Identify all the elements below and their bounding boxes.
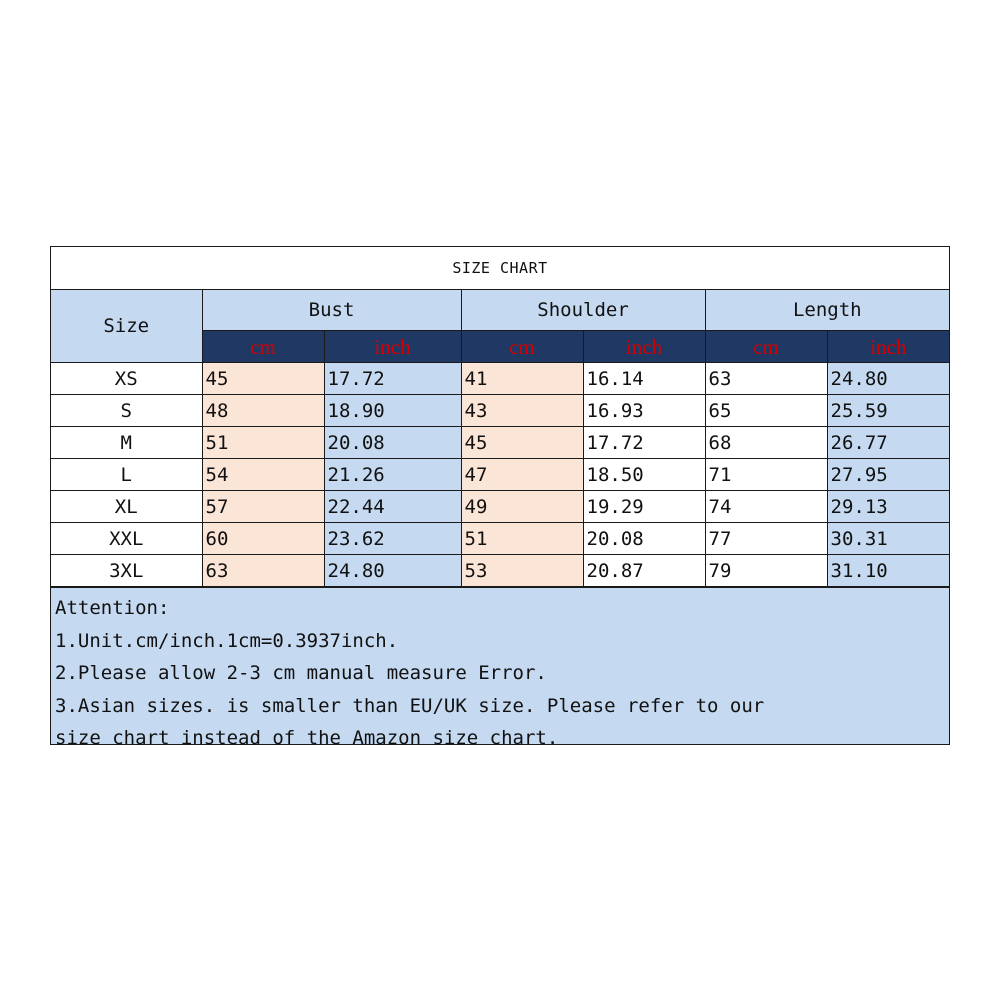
table-row [51,363,949,395]
length-cm-cell: 79 [705,555,827,587]
bust-cm-cell: 60 [202,523,324,555]
bust-inch-cell: 18.90 [324,395,461,427]
bust-cm-cell: 57 [202,491,324,523]
shoulder-inch-cell: 16.93 [583,395,705,427]
length-inch-cell: 27.95 [827,459,949,491]
bust-inch-cell: 24.80 [324,555,461,587]
length-inch-cell: 26.77 [827,427,949,459]
shoulder-cm-cell: 43 [461,395,583,427]
bust-inch-cell: 22.44 [324,491,461,523]
unit-cm-label: cm [461,331,583,363]
bust-header: Bust [202,290,461,331]
chart-title: SIZE CHART [51,247,949,290]
bust-cm-cell: 63 [202,555,324,587]
bust-inch-cell: 21.26 [324,459,461,491]
length-inch-cell: 30.31 [827,523,949,555]
shoulder-inch-cell: 16.14 [583,363,705,395]
shoulder-inch-cell: 18.50 [583,459,705,491]
size-cell: S [51,395,202,427]
bust-cm-cell: 54 [202,459,324,491]
note-line: Attention: [55,597,170,619]
size-cell: L [51,459,202,491]
table-row [51,427,949,459]
bust-inch-cell: 20.08 [324,427,461,459]
size-chart [50,246,950,749]
unit-inch-label: inch [827,331,949,363]
length-header: Length [705,290,949,331]
size-cell: 3XL [51,555,202,587]
table-row [51,555,949,587]
length-cm-cell: 63 [705,363,827,395]
table-row [51,491,949,523]
note-line: 3.Asian sizes. is smaller than EU/UK size. Please refer to our [55,694,765,717]
group-header-row [51,290,949,331]
shoulder-cm-cell: 41 [461,363,583,395]
length-inch-cell: 29.13 [827,491,949,523]
size-column-header: Size [51,290,202,363]
shoulder-cm-cell: 45 [461,427,583,459]
shoulder-cm-cell: 47 [461,459,583,491]
bust-inch-cell: 17.72 [324,363,461,395]
size-cell: XXL [51,523,202,555]
length-cm-cell: 68 [705,427,827,459]
table-row [51,523,949,555]
length-inch-cell: 24.80 [827,363,949,395]
length-cm-cell: 71 [705,459,827,491]
note-line: size chart instead of the Amazon size chart. [55,727,559,749]
shoulder-inch-cell: 17.72 [583,427,705,459]
unit-cm-label: cm [202,331,324,363]
bust-cm-cell: 48 [202,395,324,427]
unit-inch-label: inch [583,331,705,363]
size-table [51,290,949,587]
length-inch-cell: 31.10 [827,555,949,587]
length-cm-cell: 65 [705,395,827,427]
size-cell: M [51,427,202,459]
unit-cm-label: cm [705,331,827,363]
length-cm-cell: 77 [705,523,827,555]
length-inch-cell: 25.59 [827,395,949,427]
bust-cm-cell: 51 [202,427,324,459]
shoulder-cm-cell: 53 [461,555,583,587]
shoulder-cm-cell: 49 [461,491,583,523]
unit-inch-label: inch [324,331,461,363]
shoulder-inch-cell: 20.08 [583,523,705,555]
shoulder-cm-cell: 51 [461,523,583,555]
attention-notes [51,587,949,749]
shoulder-inch-cell: 19.29 [583,491,705,523]
shoulder-inch-cell: 20.87 [583,555,705,587]
table-row [51,395,949,427]
size-cell: XS [51,363,202,395]
shoulder-header: Shoulder [461,290,705,331]
note-line: 1.Unit.cm/inch.1cm=0.3937inch. [55,629,399,652]
bust-cm-cell: 45 [202,363,324,395]
table-row [51,459,949,491]
note-line: 2.Please allow 2-3 cm manual measure Error. [55,662,547,684]
size-cell: XL [51,491,202,523]
bust-inch-cell: 23.62 [324,523,461,555]
length-cm-cell: 74 [705,491,827,523]
